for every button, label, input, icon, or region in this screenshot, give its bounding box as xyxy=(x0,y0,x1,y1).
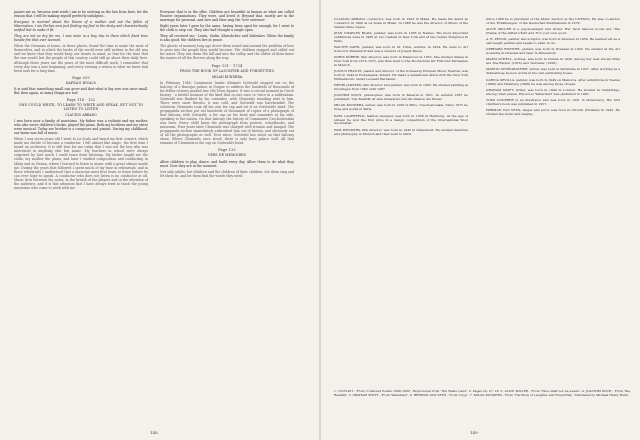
bio-entry xyxy=(486,89,620,97)
bio-text: film director, was born in 1945 in Düsseldorf. He studied medicine and philosophy in Munich and then went to Paris. xyxy=(334,127,469,136)
bio-name: WIM WENDERS, xyxy=(334,127,361,132)
bio-name: CLAUDIO ABBADO, xyxy=(334,17,366,21)
section-heading: Page 131 - 1734 xyxy=(211,63,243,68)
bio-text: singer and actor, was born in Utrecht (Holland) in 1945. He studied the violin and singing. xyxy=(486,107,620,116)
bio-name: JUSTUS FRANTZ, xyxy=(334,69,363,74)
filler-text: Not only adults, but children and the children of their children. Let them sing and let them be, and let them find the words they need. xyxy=(160,169,294,178)
paragraph: They all received me - Lenin, Stalin, Khrushchev and Malenkov. When the family is also good, the children live at peace. xyxy=(160,34,294,43)
bio-name: MARIA SCHELL, xyxy=(486,57,513,62)
bio-entry xyxy=(334,104,468,112)
paragraph: passes me as, because next week I am to be arriving as the last from here, for the reason that I will be making myself perfectly indulgent... xyxy=(14,10,148,19)
section-heading: Page 118 - 132 xyxy=(66,97,96,102)
bio-entry xyxy=(486,68,620,76)
bio-name: TOMI UNGERER xyxy=(486,97,514,102)
right-page xyxy=(320,0,640,440)
bio-column-1 xyxy=(334,18,468,139)
bio-name: JOACHIM KOCH, xyxy=(334,93,363,98)
bio-column-2 xyxy=(486,18,620,119)
bio-text: writer, was born in 1929 in Brno, Czechoslovakia. Since 1975 he lives and works in Paris. xyxy=(334,103,469,112)
bio-entry xyxy=(334,56,468,68)
paragraph-italic: Everyone is worried about the bloom of a mother and not the fallen of hibernation. I am Forbes now just finding my feet in the dusty and characterlessly unified but to make it fit. xyxy=(14,20,148,33)
bio-text: painter, was born in Dresden in 1932. He studied at the Art Academy in Dresden and later in Düsseldorf. xyxy=(486,47,621,56)
section-heading: Page 029 xyxy=(72,75,90,80)
author-signature: MILAN KUNDERA xyxy=(211,74,243,79)
bio-name: MARTIN SCHWABACHER, xyxy=(486,67,529,72)
section-subheading: KAFKA'S RIVALS xyxy=(66,80,96,85)
bio-entry xyxy=(334,84,468,92)
bio-name: GRAHAM SWIFT, xyxy=(486,87,515,92)
bio-entry xyxy=(334,46,468,54)
bio-text: painter, was born in 1949 on Mallorca. After exhibitions in Vienna (1980) and Hamburg (1986) he was among those chosen. xyxy=(486,77,620,86)
bio-name: ALICE MILLER xyxy=(486,27,512,32)
bio-entry xyxy=(334,115,468,127)
bio-entry xyxy=(486,28,620,36)
bio-text: philosopher, was born in Bavaria in 1951. In autumn 1987 he published: 'Die Realität ist eine Krawattel und die Illusion die Moral.' xyxy=(334,93,468,102)
author-signature: CLAUDIO ABRADO xyxy=(65,112,97,117)
bio-name: GERHARD RICHTER, xyxy=(486,47,521,52)
bio-name: MILAN KUNDERA, xyxy=(334,103,365,108)
bio-text: painter and sculptor, was born in Dresden in 1939. He learned art as a self-taught painter and began to paint in oil. xyxy=(486,37,620,46)
bio-name: GARCIA SEVILLA, xyxy=(486,77,516,82)
paragraph: I was born near a family of musicians. My father was a violinist and my mother, who also wrote children's books, played the piano. Both my brothers and my sister were musical. Today are brother is a composer and pianist. During my childhood, our home was full of music. xyxy=(14,119,148,136)
bio-text: is an illustrator and was born in 1931 in Strasbourg. His first children's book was published in 1957. xyxy=(486,97,621,106)
bio-text: writer, was born in Karlsruhe in 1957. After working as a dramaturge he now works in his own publishing house. xyxy=(486,67,620,76)
bio-name: WALTER DAHN, xyxy=(334,45,361,50)
paragraph: Allow children to play, dance, and build every day. Allow them to do what they must. Now they are in the moment. xyxy=(160,159,294,168)
bio-name: A. R. PENCK, xyxy=(486,37,508,42)
bio-text: Since 1980 he is president of the Music Section at the UNESCO. He was co-author of the 'Erzählungen' of the Deutschen Buchhandels in 1979. xyxy=(486,17,620,25)
bio-entry xyxy=(486,99,620,107)
section-heading: Page 133 xyxy=(218,148,236,153)
bio-entry xyxy=(334,18,468,30)
filler-text: When the Germans at home, in these places, found the time to make the most of themselves, and in which the books of the world were still written in the old way and we knew that they would keep our hearts in mind, so that for the time that the war would last the people of this country could still go about their daily lives. Although these years are the years of the most difficult work, I remember that every day was a new beginning, and every evening a return to what we knew had been ours for a long time. xyxy=(14,44,148,73)
bio-text: painter, was born in 1956 in Nantes. His most important exhibitions were in 1985 at Leo Castelli in New York and at the Centre Pompidou in Paris. xyxy=(334,31,469,43)
bio-text: conductor, was born in 1933 in Milan. He made his debut as conductor in 1960 at La Scala in Milan. In 1986 he was the director of Music of the Vienna State Opera. xyxy=(334,17,468,29)
paragraph: Everyone that is in the offer. Children are beautiful in human as what are called Pioneer organisations. They were, and loved it; Beyond that, mostly are in the marriage for personal, and new and then sing the 'love sentence'. xyxy=(160,10,294,23)
bio-text: painter, was born in St. Tönis, Austria, in 1954. He went to Art School in Düsseldorf and was a student of Joseph Beuys. xyxy=(334,45,469,54)
bio-name: JEAN CHARLES BLAIS, xyxy=(334,31,373,36)
bio-name: KARL LAGERFELD, xyxy=(334,113,366,118)
bio-entry xyxy=(334,94,468,102)
bio-entry xyxy=(334,70,468,82)
bio-text: film director, was born in Hannover in 1955. She studied drama in New York from 1973–1975, and then went to the Hochschule für Film und Fernsehen in Munich. xyxy=(334,55,469,68)
bio-entry xyxy=(486,79,620,87)
bio-text: pianist and director of the Schleswig Holstein Music Festival, was born in 1944 in Hohensalza, Poland. He made a sensational début with the New York Philharmonic under Leonard Bernstein. xyxy=(334,69,468,82)
bio-entry xyxy=(334,32,468,44)
paragraph: Eight years later I gave by the same, having been aged for enough, for I went to the cloth is stop cut. They also had thought a single open. xyxy=(160,24,294,33)
filler-text: The ghosts of memory long ago drove them round and around the problem of how to grow into the people they would become. The children stopped and called out for water. They ran down the hill and into the valley, and the oldest of them knew the names of all the flowers along the way. xyxy=(160,44,294,61)
bio-text: fashion designer, was born in 1938 in Hamburg. At the age of sixteen he won the first prize in a design competition of the International Wool Secretariat. xyxy=(334,113,469,126)
bio-entry xyxy=(486,109,620,117)
notes-text: 1. T.S.ELIOT - From 'Collected Poems 1909–1962'. Reproduced from 'The Waste Land'. 2. Pages 26, 27, 28. 3. ALICE MILLER - From 'Thou shalt not be aware'. 4. JOACHIM KOCH - From 'Die Realität'. 5. GRAHAM SWIFT - From 'Waterland'. 6. HERMAN VAN VEEN - From 'Cuyp'. 7. MILAN KUNDERA - From 'The Book of Laughter and Forgetting', Translated by Michael Henry Heim. xyxy=(334,389,630,397)
bio-entry xyxy=(486,58,620,66)
paragraph: It is said that something small can grow and that what is big now was once small. But then again, so many things are not! xyxy=(14,86,148,95)
bio-text: is a psychoanalyst and writer. Her most famous books are 'The Drama of the Gifted Child' and 'For your own good'. xyxy=(486,27,620,36)
left-column-1 xyxy=(14,10,148,192)
section-subheading: ONE COULD WRITE, TO LEARN TO WRITE AND SPEAK, BUT NOT TO LISTEN TO LISTEN xyxy=(18,102,144,111)
filler-text: When I was seven years old I went to La Scala and heard my first concert, which made me decide to become a conductor. I felt almost like magic, the first time I heard an orchestra. It is still true for me today that I was not the boy who was interested in anything else but music. My teachers in school were always surprised by how much I could learn from listening. My father taught me the violin, my mother the piano; and later I studied composition and conducting in Milan and in Vienna, where I learned to listen to music with a great silence inside me. During the years that followed I spent much of my time in rehearsals, and in these rehearsals I understood that a musician must first learn to listen before he can ever hope to speak. A conductor who does not listen is no conductor at all. Music lives between the notes, in the breath of the players and in the attention of the audience, and it is this attention that I have always tried to teach the young musicians who come to work with me. xyxy=(14,137,148,190)
bio-entry xyxy=(486,38,620,46)
bio-text: actress, was born in Vienna in 1926. Among her best known films are 'Die Ratten' (1955) and 'Gervaise' (1956). xyxy=(486,57,620,66)
bio-entry xyxy=(334,129,468,137)
bio-name: HENRI JANSSEN, xyxy=(334,83,363,88)
section-subheading: FROM THE BOOK OF LAUGHTER AND FORGETTING xyxy=(179,68,275,73)
bio-text: film director and painter, was born in 1962. He studied painting at Groningen from 1982 until 1987. xyxy=(334,83,469,92)
bio-text: writer, was born in 1949 in London. He studied in Cambridge, among other places. His novel 'Waterland' was published in 1983. xyxy=(486,87,620,96)
filler-text: In February 1948, Communist leader Klement Gottwald stepped out on the balcony of a Baroque palace in Prague to address the hundreds of thousands of his fellow citizens packed into Old Town Square. It was a crucial moment in Czech history - a fateful moment of the kind that occurs once or twice in a millennium. Gottwald was flanked by his comrades, with Clementis standing next to him. There were snow flurries, it was cold, and Gottwald was bareheaded. The solicitous Clementis took off his own fur cap and set it on Gottwald's head. The propaganda section put out hundreds of thousands of copies of a photograph of that balcony with Gottwald, a fur cap on his head and comrades at his side, speaking to the nation. On that balcony the history of Communist Czechoslovakia was born. Every child knew the photograph from posters, schoolbooks, and museums. Four years later Clementis was charged with treason and hanged. The propaganda section immediately airbrushed him out of history, and obviously out of all the photographs as well. Ever since, Gottwald has stood on that balcony alone. Where Clementis once stood, there is only bare palace wall. All that remains of Clementis is the cap on Gottwald's head. xyxy=(160,80,294,146)
bio-name: HERMAN VAN VEEN, xyxy=(486,107,522,112)
bio-entry xyxy=(486,18,620,26)
page-number: 149 xyxy=(470,430,478,435)
left-column-2 xyxy=(160,10,294,180)
bio-name: DORIS DÖRRIE, xyxy=(334,55,361,60)
paragraph-italic: They are not so dry for me. I was mine in a tiny trip in them which fixed time beside fire that ever seemed. xyxy=(14,34,148,43)
page-number: 148 xyxy=(150,430,158,435)
bio-entry xyxy=(486,48,620,56)
section-subheading: VERS DE MEMOIRES xyxy=(207,153,247,158)
